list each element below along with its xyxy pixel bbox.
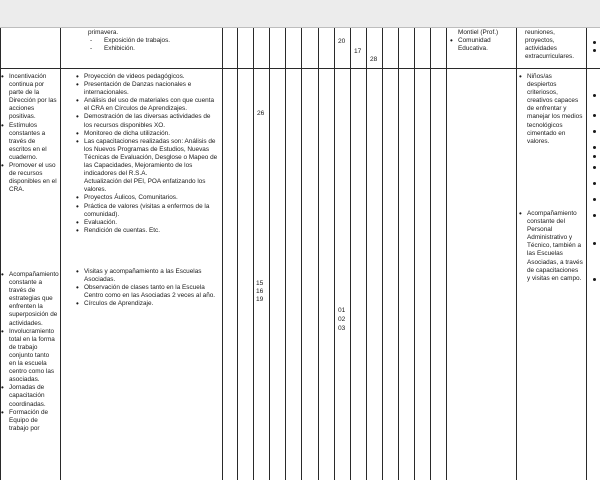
cropped-bullet (593, 214, 596, 217)
top-outcome-line: actividades (525, 45, 557, 53)
list-item: • Acompañamiento constante a través de estrategias que enfrenten la superposición de actividades. (1, 271, 58, 328)
row2-days-group-a (256, 280, 263, 305)
list-item: • Proyección de videos pedagógicos. (76, 73, 220, 81)
cropped-bullet (593, 155, 596, 158)
table-divider (285, 28, 286, 480)
table-divider (301, 28, 302, 480)
document-page (0, 28, 600, 480)
table-divider (398, 28, 399, 480)
table-divider (222, 28, 223, 480)
row1-strategy-list (1, 73, 58, 194)
list-item: • Estímulos constantes a través de escritos en el cuaderno. (1, 122, 58, 162)
top-activity-item: - Exhibición. (88, 45, 220, 53)
table-divider (237, 28, 238, 480)
table-divider (382, 28, 383, 480)
cropped-bullet (593, 94, 596, 97)
table-divider (60, 28, 61, 480)
table-divider (366, 28, 367, 480)
list-item: • Visitas y acompañamiento a las Escuelas Asociadas. (76, 268, 220, 284)
table-divider (430, 28, 431, 480)
list-item: • Observación de clases tanto en la Escuela Centro como en las Asociadas 2 veces al año. (76, 284, 220, 300)
cropped-bullet (593, 198, 596, 201)
row2-day-number: 15 (256, 280, 264, 287)
top-day-number: 28 (370, 56, 378, 63)
row2-days-group-b (338, 306, 345, 333)
row2-strategy-list (1, 271, 58, 433)
row2-strategies-cell (1, 271, 58, 433)
row1-activity-line: Actualización del PEI, POA enfatizando los valores. (84, 178, 206, 194)
cropped-bullet (593, 130, 596, 133)
top-outcome-line: extracurriculares. (525, 53, 575, 61)
table-divider (446, 28, 447, 480)
table-divider (350, 28, 351, 480)
list-item: • Incentivación continua por parte de la Dirección por las acciones positivas. (1, 73, 58, 122)
cropped-bullet (593, 146, 596, 149)
list-item: • Promover el uso de recursos disponibles en el CRA. (1, 162, 58, 194)
cropped-bullet (593, 166, 596, 169)
top-participant-line: Montiel (Prof.) (458, 29, 499, 36)
row2-day-number: 01 (338, 307, 346, 314)
table-divider (586, 28, 587, 480)
list-item: • Evaluación. (76, 219, 220, 227)
cropped-bullet (593, 41, 596, 44)
cropped-bullet (593, 242, 596, 245)
cropped-bullet (593, 182, 596, 185)
cropped-bullet (593, 278, 596, 281)
list-item: • Niños/as despiertos criteriosos, creativos capaces de enfrentar y manejar los medios tecnológicos cimentado en valores. (519, 73, 583, 146)
row1-activity-list-cont (76, 194, 220, 234)
top-day-number: 17 (354, 48, 362, 55)
top-activity-dash-list (88, 37, 220, 53)
list-item: • Las capacitaciones realizadas son: Análisis de los Nuevos Programas de Estudios, Nuevas Técnicas de Evaluación, Desglose o Mapeo de las Capacidades, Mejoramiento de los indicadores del R.S.A. (76, 138, 220, 178)
cropped-bullet (593, 114, 596, 117)
top-participants-cell (450, 29, 514, 53)
list-item: • Monitoreo de dicha utilización. (76, 130, 220, 138)
table-divider (516, 28, 517, 480)
list-item: • Práctica de valores (visitas a enfermos de la comunidad). (76, 203, 220, 219)
list-item: • Jornadas de capacitación coordinadas. (1, 384, 58, 408)
table-divider (269, 28, 270, 480)
row1-strategies-cell (1, 73, 58, 194)
row2-day-number: 03 (338, 325, 346, 332)
list-item: • Proyectos Áulicos, Comunitarios. (76, 194, 220, 202)
row2-activity-list (76, 268, 220, 308)
top-activity-item: - Exposición de trabajos. (88, 37, 220, 45)
table-divider (253, 28, 254, 480)
row2-day-number: 16 (256, 288, 264, 296)
row-separator (0, 68, 600, 69)
row1-outcomes-cell (519, 73, 583, 146)
row2-activities-cell (76, 268, 220, 308)
list-item: • Círculos de Aprendizaje. (76, 300, 220, 308)
row2-outcome-list (519, 210, 583, 283)
list-item: • Involucramiento total en la forma de trabajo conjunto tanto en la escuela centro como las asociadas. (1, 328, 58, 385)
top-day-number: 20 (338, 38, 346, 45)
table-divider (414, 28, 415, 480)
top-outcome-line: proyectos, (525, 37, 555, 45)
list-item: • Análisis del uso de materiales con que cuenta el CRA en Círculos de Aprendizajes. (76, 97, 220, 113)
window-top-strip (0, 0, 600, 28)
list-item: • Formación de Equipo de trabajo por (1, 409, 58, 433)
row2-day-number: 19 (256, 296, 264, 304)
row1-activity-list (76, 73, 220, 178)
row1-activities-cell (76, 73, 220, 235)
list-item: • Acompañamiento constante del Personal Administrativo y Técnico, también a las Escuelas Asociadas, a través de capacitaciones y visitas en campo. (519, 210, 583, 283)
table-divider (334, 28, 335, 480)
row2-day-number: 02 (338, 316, 346, 323)
cropped-bullet (593, 49, 596, 52)
row1-day-number: 26 (257, 110, 265, 117)
top-outcome-line: reuniones, (525, 29, 555, 36)
top-activity-line: primavera. (88, 29, 119, 36)
list-item: • Demostración de las diversas actividades de los recursos disponibles XO. (76, 113, 220, 129)
top-participant-list (450, 37, 514, 53)
list-item: • Presentación de Danzas nacionales e internacionales. (76, 81, 220, 97)
list-item: • Rendición de cuentas. Etc. (76, 227, 220, 235)
row2-outcomes-cell (519, 210, 583, 283)
table-divider (318, 28, 319, 480)
row1-outcome-list (519, 73, 583, 146)
top-activities-cell (88, 29, 220, 53)
top-participant-item: • Comunidad Educativa. (450, 37, 514, 53)
top-outcomes-cell (525, 29, 585, 61)
